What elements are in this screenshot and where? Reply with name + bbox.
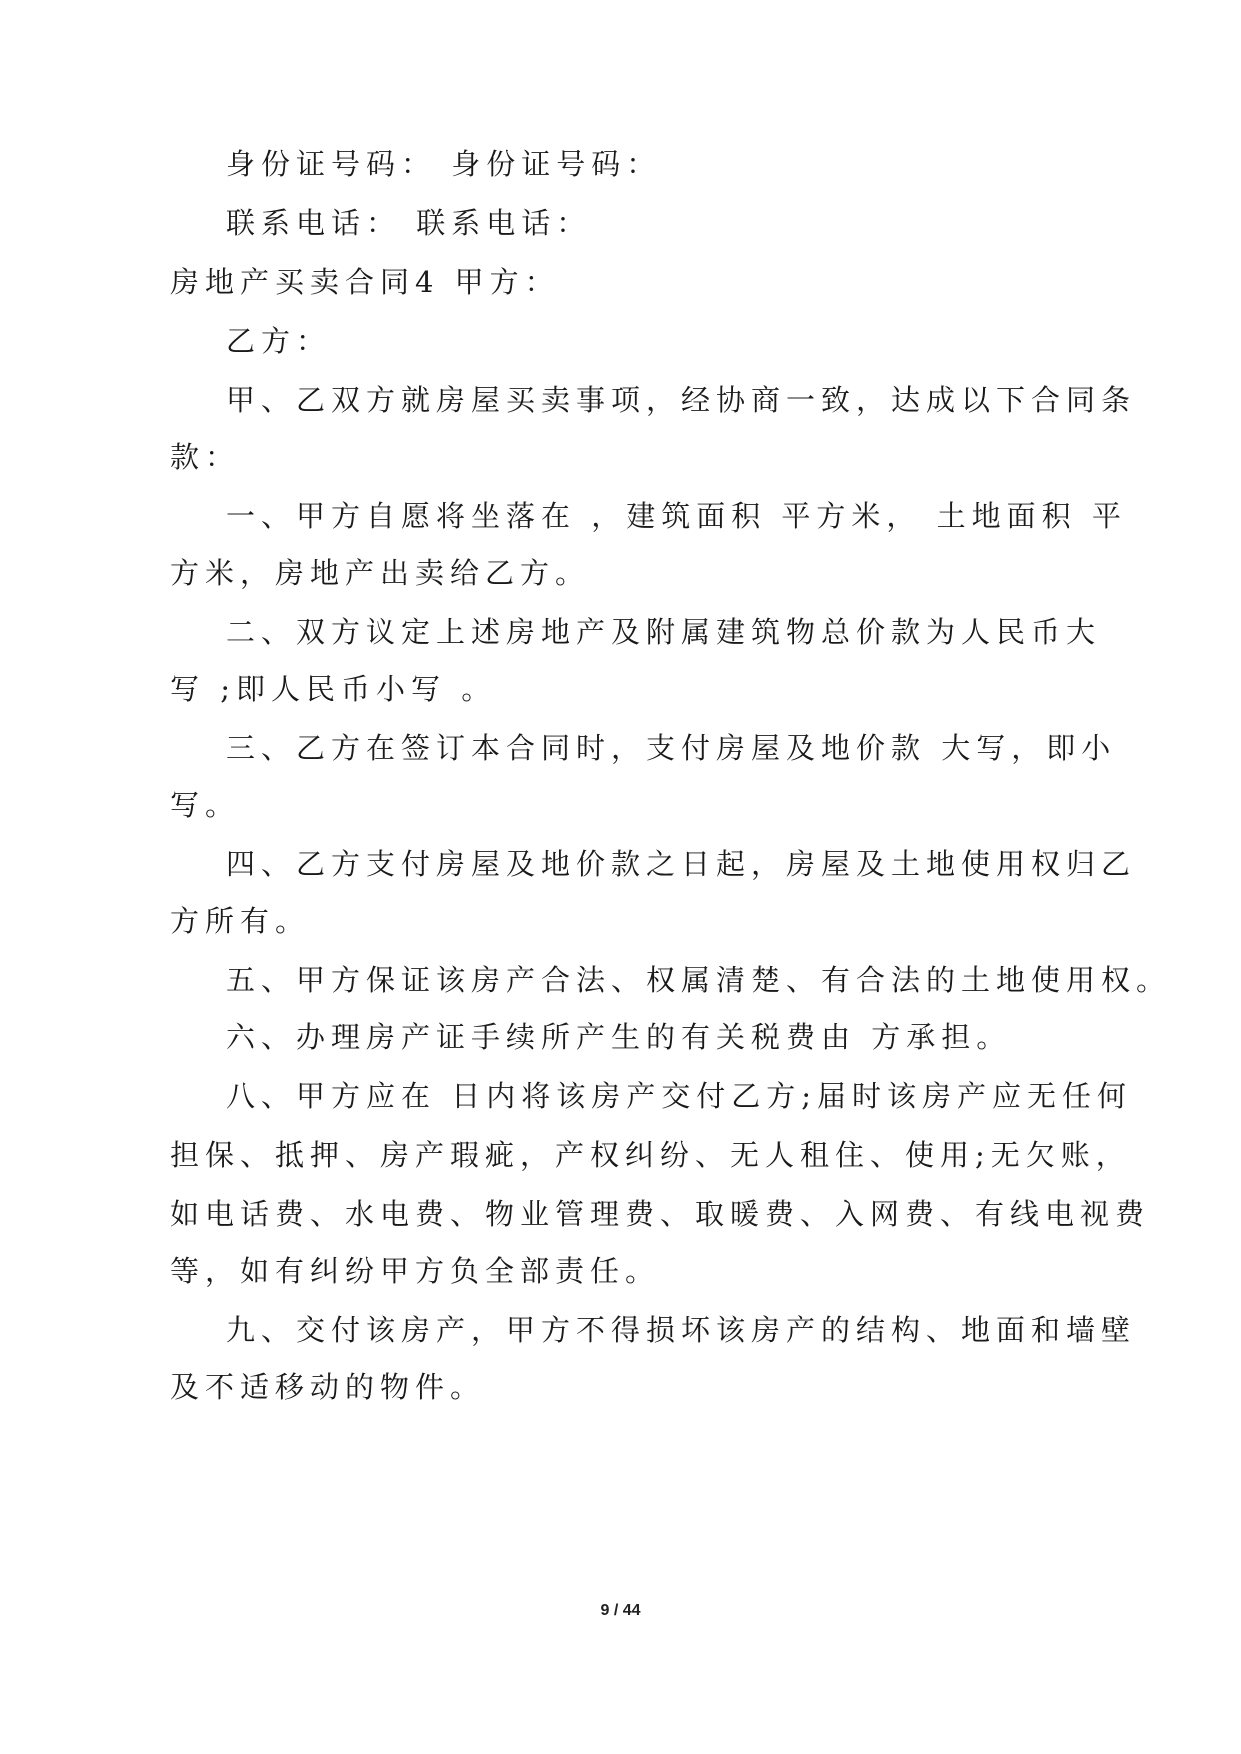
text-line: 写。 xyxy=(170,788,241,822)
text-line: 身份证号码： 身份证号码： xyxy=(226,147,662,181)
text-line: 乙方： xyxy=(226,324,332,358)
text-line: 款： xyxy=(170,440,241,474)
page-number: 9 / 44 xyxy=(600,1602,641,1619)
text-line: 方米，房地产出卖给乙方。 xyxy=(170,556,591,590)
section-title: 房地产买卖合同4 甲方： xyxy=(170,265,560,299)
text-line: 写 ;即人民币小写 。 xyxy=(170,672,497,706)
text-line: 联系电话： 联系电话： xyxy=(226,206,592,240)
text-line: 一、甲方自愿将坐落在 ，建筑面积 平方米， 土地面积 平 xyxy=(226,499,1127,533)
text-line: 九、交付该房产，甲方不得损坏该房产的结构、地面和墙壁 xyxy=(226,1313,1137,1347)
text-line: 方所有。 xyxy=(170,904,311,938)
text-line: 四、乙方支付房屋及地价款之日起，房屋及土地使用权归乙 xyxy=(226,847,1137,881)
text-line: 如电话费、水电费、物业管理费、取暖费、入网费、有线电视费 xyxy=(170,1197,1151,1231)
text-line: 八、甲方应在 日内将该房产交付乙方;届时该房产应无任何 xyxy=(226,1079,1132,1113)
text-line: 三、乙方在签订本合同时，支付房屋及地价款 大写，即小 xyxy=(226,731,1117,765)
text-line: 甲、乙双方就房屋买卖事项，经协商一致，达成以下合同条 xyxy=(226,383,1137,417)
text-line: 及不适移动的物件。 xyxy=(170,1370,486,1404)
text-line: 担保、抵押、房产瑕疵，产权纠纷、无人租住、使用;无欠账， xyxy=(170,1138,1131,1172)
text-line: 等，如有纠纷甲方负全部责任。 xyxy=(170,1254,661,1288)
text-line: 五、甲方保证该房产合法、权属清楚、有合法的土地使用权。 xyxy=(226,963,1172,997)
text-line: 二、双方议定上述房地产及附属建筑物总价款为人民币大 xyxy=(226,615,1102,649)
text-line: 六、办理房产证手续所产生的有关税费由 方承担。 xyxy=(226,1020,1012,1054)
